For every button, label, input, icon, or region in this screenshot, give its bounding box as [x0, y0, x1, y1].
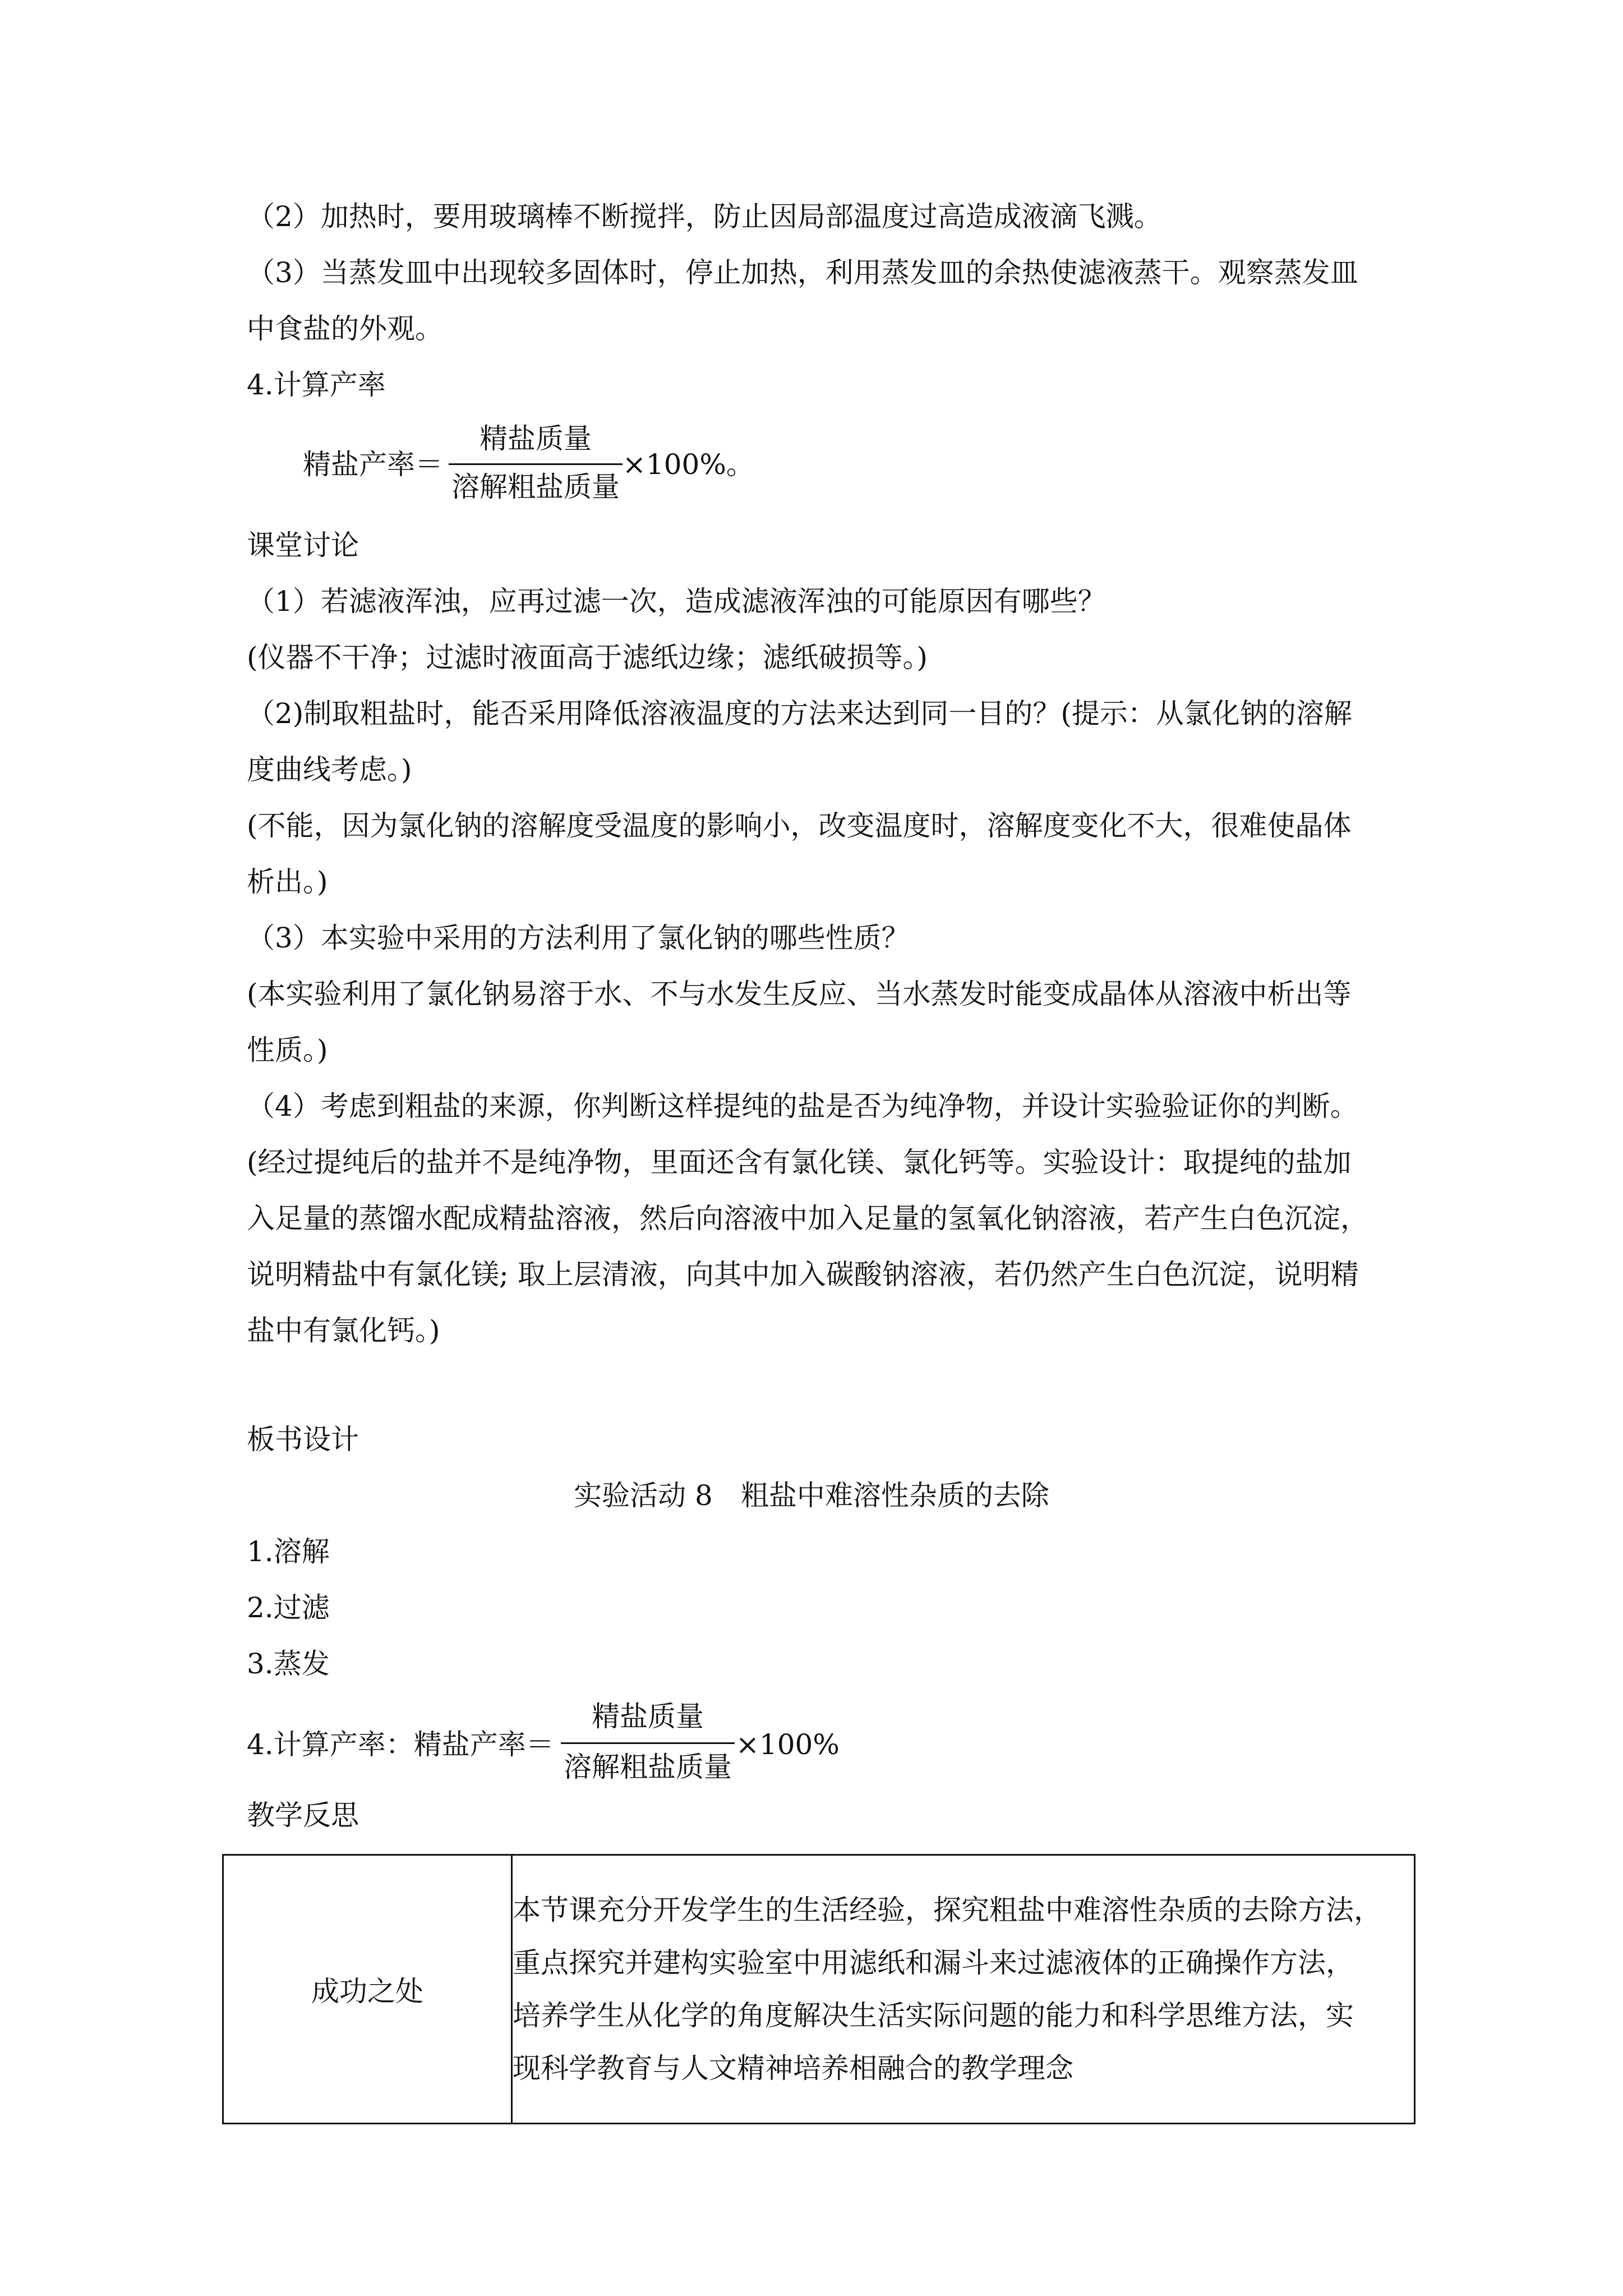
formula-numerator: 精盐质量	[592, 1700, 704, 1733]
discussion-line: (本实验利用了氯化钠易溶于水、不与水发生反应、当水蒸发时能变成晶体从溶液中析出等	[247, 978, 1352, 1010]
discussion-line: 性质。)	[247, 1034, 328, 1066]
discussion-line: 说明精盐中有氯化镁; 取上层清液，向其中加入碳酸钠溶液，若仍然产生白色沉淀，说明精	[247, 1258, 1359, 1291]
paragraph-line: 中食盐的外观。	[247, 312, 443, 345]
section-heading: 板书设计	[247, 1423, 359, 1456]
formula-rhs: ×100%。	[623, 448, 754, 481]
formula-rhs: ×100%	[736, 1728, 840, 1761]
discussion-line: (仪器不干净；过滤时液面高于滤纸边缘；滤纸破损等。)	[247, 641, 928, 674]
board-item: 3.蒸发	[247, 1648, 330, 1680]
reflection-table	[222, 1854, 1415, 2124]
formula-denominator: 溶解粗盐质量	[451, 471, 620, 503]
table-row	[223, 1855, 1415, 2124]
paragraph-line: （3）当蒸发皿中出现较多固体时，停止加热，利用蒸发皿的余热使滤液蒸干。观察蒸发皿	[247, 256, 1358, 289]
discussion-line: （1）若滤液浑浊，应再过滤一次，造成滤液浑浊的可能原因有哪些？	[247, 585, 1106, 618]
fraction-bar	[449, 463, 623, 465]
section-heading: 课堂讨论	[247, 529, 359, 562]
discussion-line: 析出。)	[247, 866, 328, 898]
board-title: 实验活动 8 粗盐中难溶性杂质的去除	[574, 1479, 1049, 1512]
discussion-line: 度曲线考虑。)	[247, 753, 412, 786]
reflection-text-line: 培养学生从化学的角度解决生活实际问题的能力和科学思维方法，实	[513, 1999, 1354, 2032]
reflection-text-cell	[512, 1855, 1415, 2124]
reflection-text-line: 重点探究并建构实验室中用滤纸和漏斗来过滤液体的正确操作方法，	[513, 1947, 1354, 1979]
reflection-text-line: 本节课充分开发学生的生活经验，探究粗盐中难溶性杂质的去除方法，	[513, 1894, 1382, 1926]
discussion-line: （4）考虑到粗盐的来源，你判断这样提纯的盐是否为纯净物，并设计实验验证你的判断。	[247, 1090, 1358, 1122]
formula-lhs: 精盐产率＝	[303, 448, 443, 481]
section-heading: 教学反思	[247, 1799, 359, 1832]
section-heading: 4.计算产率	[247, 369, 386, 401]
reflection-text-line: 现科学教育与人文精神培养相融合的教学理念	[513, 2052, 1073, 2085]
paragraph-line: （2）加热时，要用玻璃棒不断搅拌，防止因局部温度过高造成液滴飞溅。	[247, 200, 1162, 233]
discussion-line: （2)制取粗盐时，能否采用降低溶液温度的方法来达到同一目的？(提示：从氯化钠的溶解	[247, 697, 1352, 730]
discussion-line: (经过提纯后的盐并不是纯净物，里面还含有氯化镁、氯化钙等。实验设计：取提纯的盐加	[247, 1146, 1352, 1179]
board-item-formula-lhs: 4.计算产率：精盐产率＝	[247, 1728, 554, 1761]
fraction-bar	[561, 1742, 735, 1744]
formula-denominator: 溶解粗盐质量	[564, 1751, 732, 1783]
discussion-line: (不能，因为氯化钠的溶解度受温度的影响小，改变温度时，溶解度变化不大，很难使晶体	[247, 809, 1352, 842]
board-item: 2.过滤	[247, 1591, 330, 1624]
board-item: 1.溶解	[247, 1535, 330, 1568]
discussion-line: （3）本实验中采用的方法利用了氯化钠的哪些性质？	[247, 922, 910, 954]
formula-numerator: 精盐质量	[479, 422, 592, 455]
discussion-line: 盐中有氯化钙。)	[247, 1314, 440, 1347]
discussion-line: 入足量的蒸馏水配成精盐溶液，然后向溶液中加入足量的氢氧化钠溶液，若产生白色沉淀，	[247, 1202, 1368, 1235]
reflection-label-cell: 成功之处	[223, 1855, 512, 2124]
